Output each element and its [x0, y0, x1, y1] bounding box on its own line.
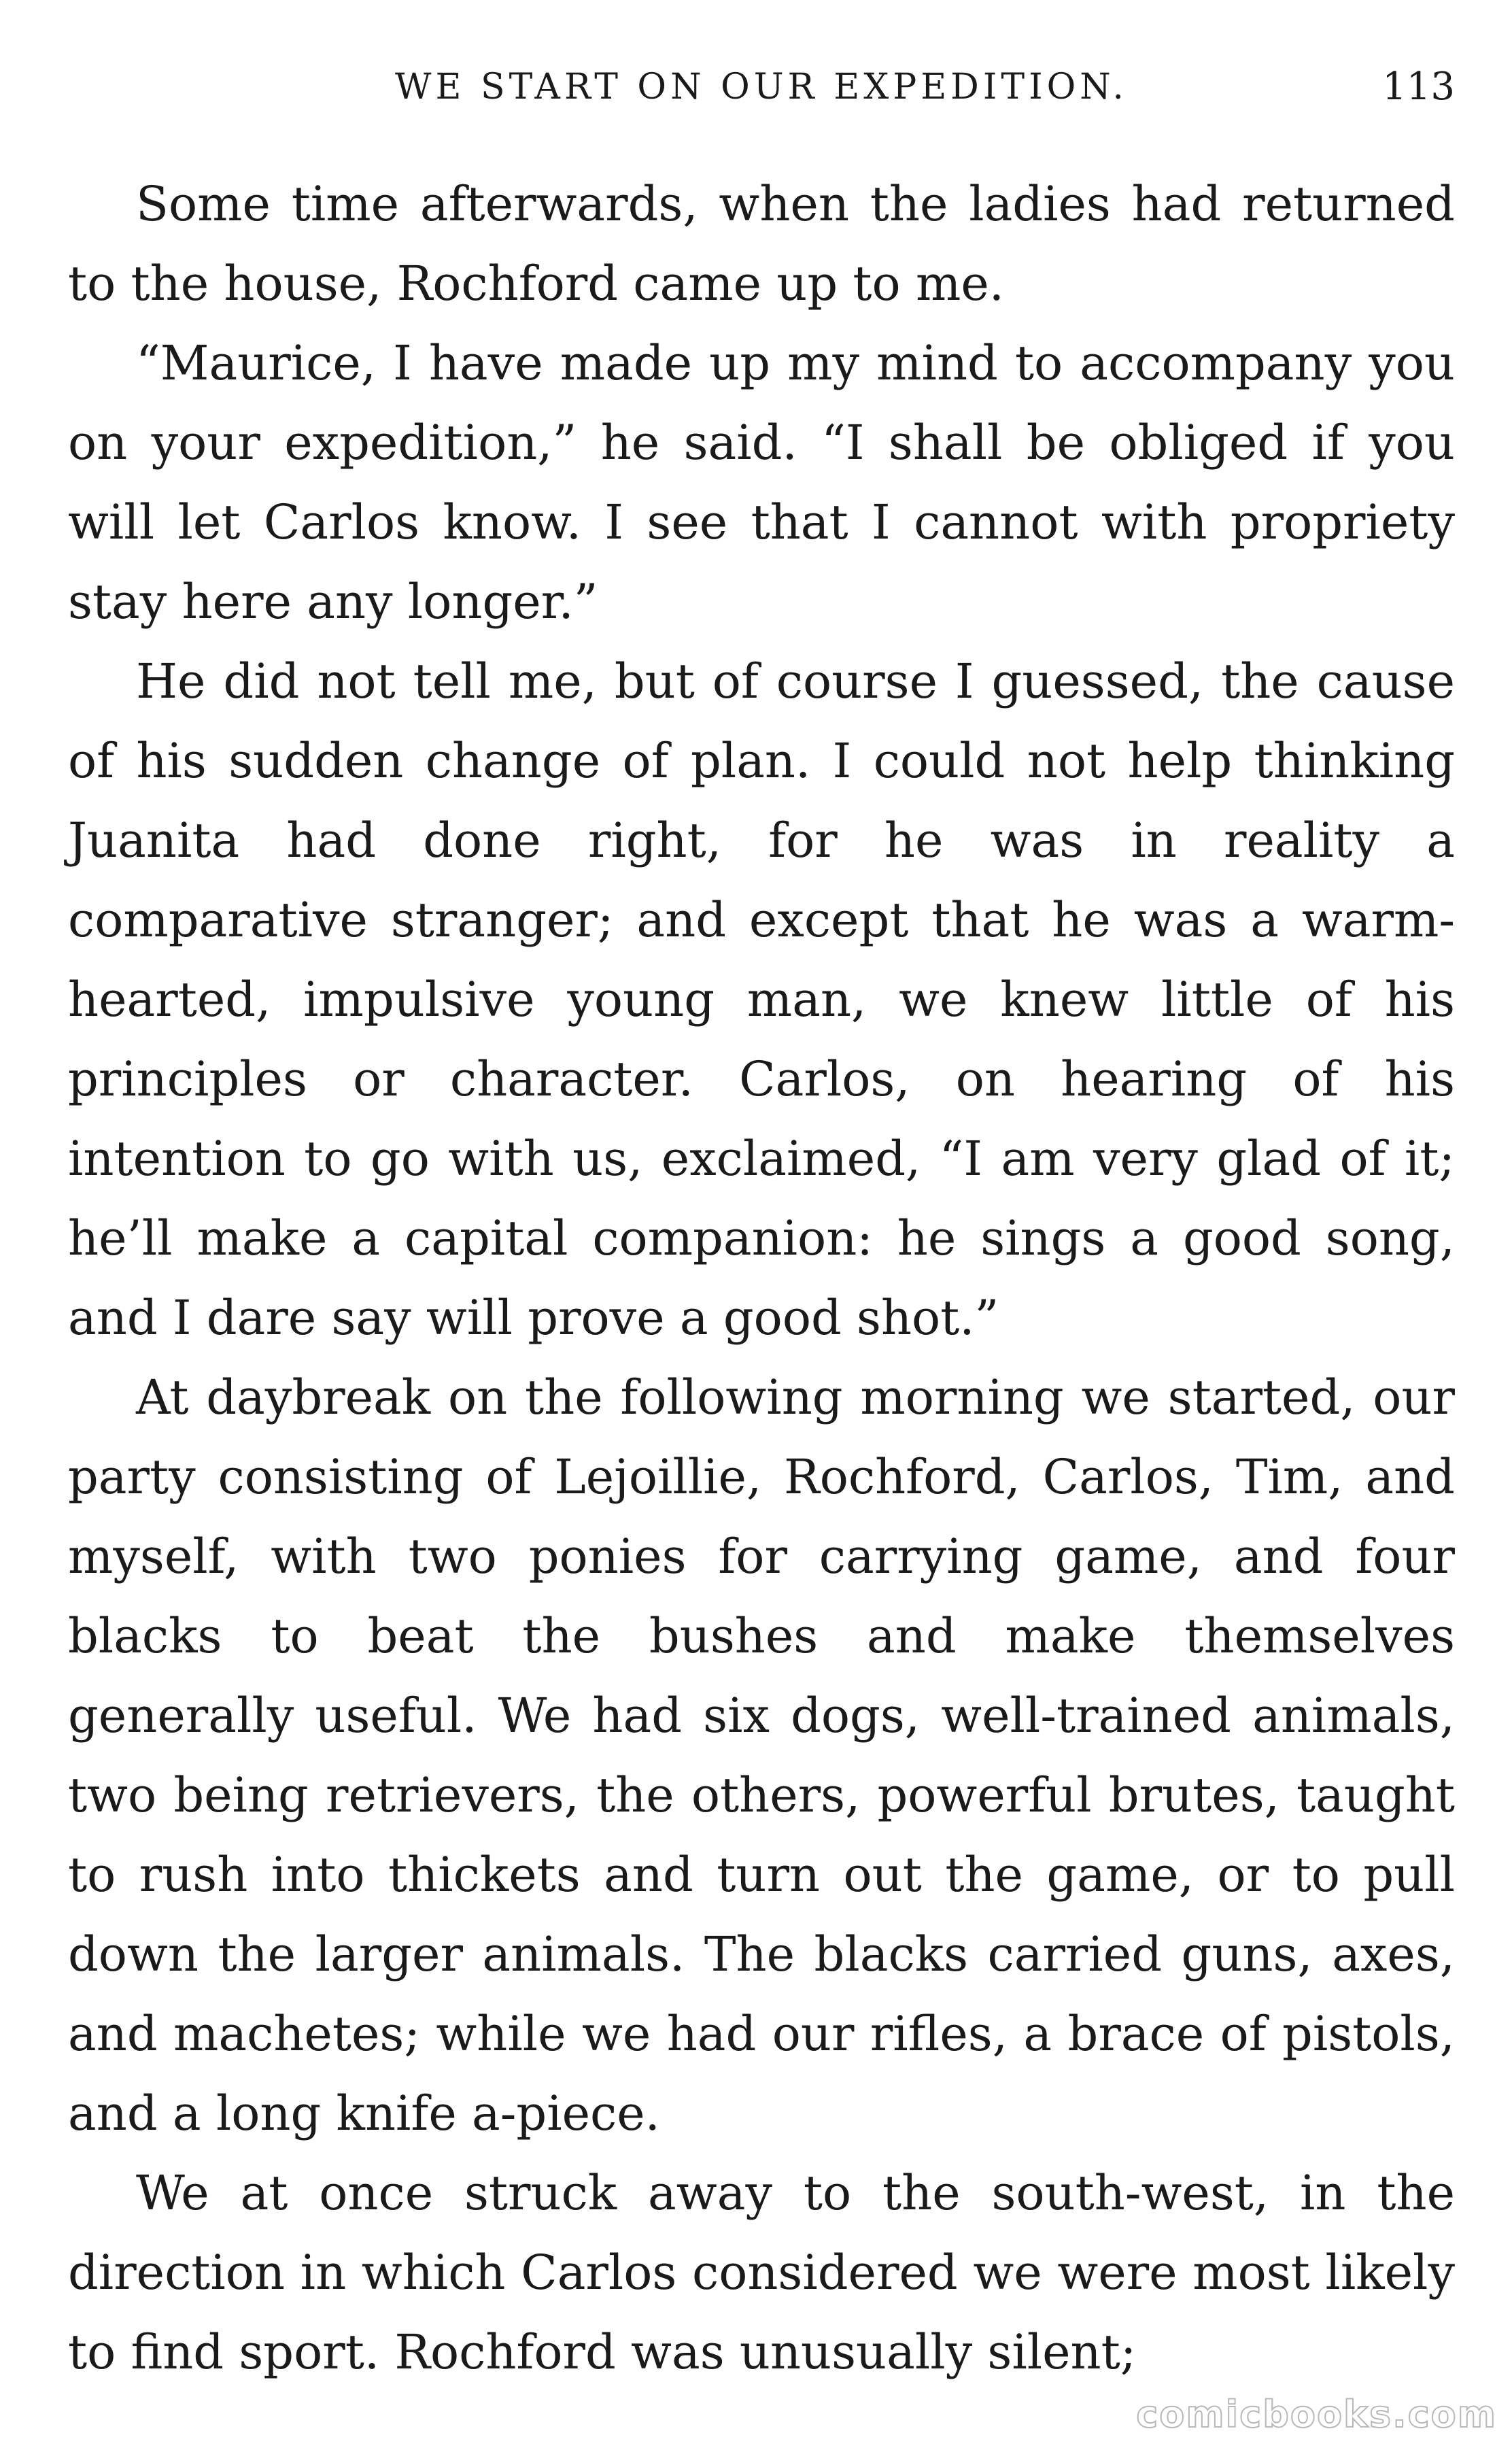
paragraph-1: Some time afterwards, when the ladies had returned to the house, Rochford came up to me. — [68, 176, 1455, 311]
paragraph-5: We at once struck away to the south-west, in the direction in which Carlos considered we were most likely to find sport. Rochford was unusually silent; — [68, 2165, 1455, 2380]
running-title: WE START ON OUR EXPEDITION. — [395, 67, 1128, 107]
paragraph-4: At daybreak on the following morning we started, our party consisting of Lejoillie, Rochford, Carlos, Tim, and myself, with two ponies for carrying game, and four blacks to beat the bushes and make themselves generally useful. We had six dogs, well-trained animals, two being retrievers, the others, powerful brutes, taught to rush into thickets and turn out the game, or to pull down the larger animals. The blacks carried guns, axes, and machetes; while we had our rifles, a brace of pistols, and a long knife a-piece. — [68, 1370, 1455, 2141]
body-text — [68, 165, 1455, 2392]
paragraph-2: “Maurice, I have made up my mind to accompany you on your expedition,” he said. “I shall be obliged if you will let Carlos know. I see that I cannot with propriety stay here any longer.” — [68, 335, 1455, 630]
watermark: comicbooks.com — [1136, 2393, 1497, 2436]
running-head — [68, 63, 1455, 112]
page-number: 113 — [1382, 65, 1455, 109]
paragraph-3: He did not tell me, but of course I guessed, the cause of his sudden change of plan. I could not help thinking Juanita had done right, for he was in reality a comparative stranger; and except that he was a warm-hearted, impulsive young man, we knew little of his principles or character. Carlos, on hearing of his intention to go with us, exclaimed, “I am very glad of it; he’ll make a capital companion: he sings a good song, and I dare say will prove a good shot.” — [68, 653, 1455, 1346]
